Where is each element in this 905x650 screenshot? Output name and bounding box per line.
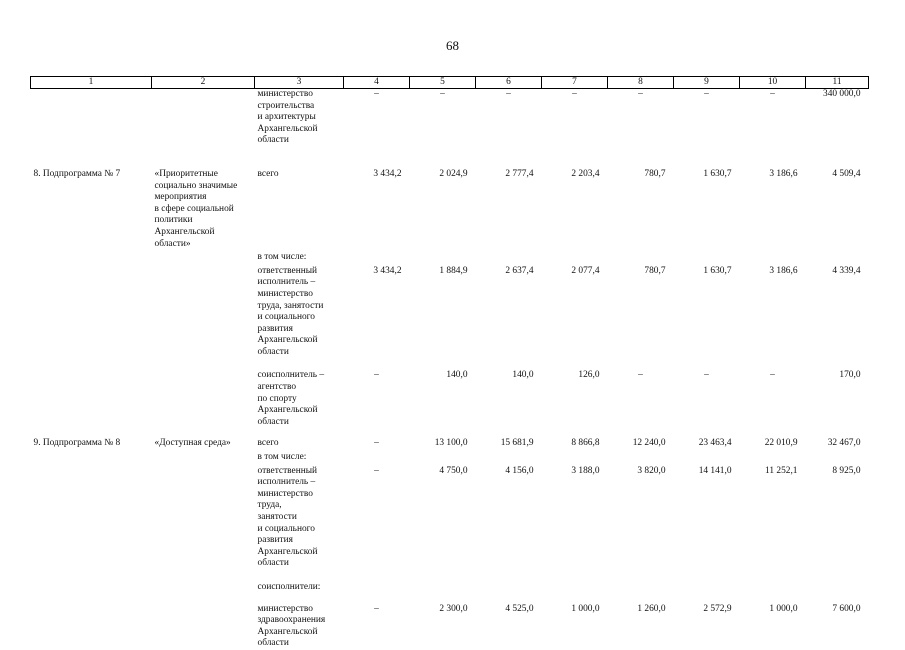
table-cell: 3 434,2 <box>373 265 402 276</box>
column-header: 4 <box>344 77 410 89</box>
table-cell <box>31 89 152 147</box>
table-cell: – <box>770 370 775 381</box>
table-cell: в том числе: <box>257 452 307 463</box>
table-cell: 1 630,7 <box>703 168 732 179</box>
table-cell <box>608 582 674 594</box>
table-cell <box>344 452 410 464</box>
table-cell <box>152 582 255 594</box>
table-cell <box>31 466 152 570</box>
table-cell <box>806 252 869 264</box>
table-cell <box>608 252 674 264</box>
table-cell: 340 000,0 <box>823 89 861 99</box>
table-cell: 1 000,0 <box>571 603 600 614</box>
table-row <box>31 604 869 650</box>
column-header: 7 <box>542 77 608 89</box>
spacer-cell <box>31 358 869 370</box>
table-cell: – <box>704 370 709 381</box>
table-cell <box>31 604 152 650</box>
column-header: 2 <box>152 77 255 89</box>
table-cell <box>806 582 869 594</box>
table-cell: 1 630,7 <box>703 265 732 276</box>
spacer-cell <box>31 570 869 582</box>
column-header: 11 <box>806 77 869 89</box>
row-spacer <box>31 570 869 582</box>
table-cell: 1 260,0 <box>637 603 666 614</box>
spacer-cell <box>31 428 869 438</box>
table-cell <box>31 252 152 264</box>
table-cell: 2 024,9 <box>439 168 468 179</box>
table-cell <box>476 252 542 264</box>
table-cell <box>674 252 740 264</box>
column-header: 10 <box>740 77 806 89</box>
table-cell: 12 240,0 <box>632 438 666 449</box>
table-cell <box>608 452 674 464</box>
spacer-cell <box>31 594 869 604</box>
table-cell: – <box>638 89 643 99</box>
table-cell <box>31 582 152 594</box>
table-cell: ответственный исполнитель – министерство труда, занятости и социального развития Архангельской области <box>257 265 324 357</box>
table-cell: 3 820,0 <box>637 465 666 476</box>
table-cell <box>344 582 410 594</box>
table-cell: министерство строительства и архитектуры Архангельской области <box>257 89 318 146</box>
table-cell <box>152 89 255 147</box>
table-cell: 2 637,4 <box>505 265 534 276</box>
table-cell: – <box>506 89 511 99</box>
table-cell: 1 884,9 <box>439 265 468 276</box>
table-cell: министерство здравоохранения Архангельской области <box>257 603 326 649</box>
table-cell: 780,7 <box>644 265 666 276</box>
table-body <box>31 89 869 650</box>
table-cell: всего <box>257 168 279 179</box>
table-cell <box>674 582 740 594</box>
page-number: 68 <box>446 38 459 53</box>
column-header: 5 <box>410 77 476 89</box>
table-cell <box>152 266 255 359</box>
table-cell <box>476 452 542 464</box>
row-spacer <box>31 428 869 438</box>
table-cell: – <box>638 370 643 381</box>
table-cell <box>740 582 806 594</box>
table-cell: «Доступная среда» <box>154 438 231 449</box>
table-row <box>31 466 869 570</box>
table-cell <box>410 452 476 464</box>
table-cell: 3 188,0 <box>571 465 600 476</box>
table-cell: 7 600,0 <box>832 603 861 614</box>
table-row <box>31 252 869 264</box>
table-cell <box>31 370 152 428</box>
column-header: 9 <box>674 77 740 89</box>
table-cell <box>344 252 410 264</box>
table-row <box>31 452 869 464</box>
table-cell: 22 010,9 <box>764 438 798 449</box>
table-cell <box>410 582 476 594</box>
table-cell: – <box>374 603 379 614</box>
table-cell: – <box>374 438 379 449</box>
table-cell: 2 300,0 <box>439 603 468 614</box>
table-cell: соисполнители: <box>257 581 321 592</box>
table-cell: 2 572,9 <box>703 603 732 614</box>
table-cell <box>542 252 608 264</box>
column-header: 3 <box>255 77 344 89</box>
table-cell: 2 777,4 <box>505 168 534 179</box>
table-cell <box>674 452 740 464</box>
table-cell: 9. Подпрограмма № 8 <box>33 438 121 449</box>
table-cell: – <box>374 89 379 99</box>
table-row <box>31 438 869 450</box>
table-cell <box>152 370 255 428</box>
row-spacer <box>31 358 869 370</box>
table-cell <box>542 582 608 594</box>
table-cell: 11 252,1 <box>765 465 798 476</box>
table-cell: ответственный исполнитель – министерство труда, занятости и социального развития Архангельской области <box>257 465 318 569</box>
table-cell: 14 141,0 <box>698 465 732 476</box>
table-cell <box>31 266 152 359</box>
table-cell: 23 463,4 <box>698 438 732 449</box>
column-number-row <box>31 77 869 89</box>
table-cell: – <box>572 89 577 99</box>
table-cell: 3 434,2 <box>373 168 402 179</box>
table-cell: – <box>440 89 445 99</box>
column-header: 8 <box>608 77 674 89</box>
table-row <box>31 582 869 594</box>
table-cell: 3 186,6 <box>769 265 798 276</box>
program-finance-table <box>30 76 869 650</box>
table-cell: 2 077,4 <box>571 265 600 276</box>
table-cell: 8 866,8 <box>571 438 600 449</box>
table-cell <box>806 452 869 464</box>
table-cell: соисполнитель – агентство по спорту Архангельской области <box>257 370 325 427</box>
column-header: 6 <box>476 77 542 89</box>
table-cell: 126,0 <box>578 370 600 381</box>
table-cell: 2 203,4 <box>571 168 600 179</box>
table-cell: в том числе: <box>257 252 307 263</box>
table-cell: 13 100,0 <box>434 438 468 449</box>
row-spacer <box>31 147 869 169</box>
table-cell: 170,0 <box>839 370 861 381</box>
table-cell <box>152 252 255 264</box>
table-cell: 780,7 <box>644 168 666 179</box>
table-cell: 140,0 <box>512 370 534 381</box>
table-cell: 4 750,0 <box>439 465 468 476</box>
table-cell: 8 925,0 <box>832 465 861 476</box>
table-cell: 8. Подпрограмма № 7 <box>33 168 121 179</box>
table-cell <box>740 452 806 464</box>
table-row <box>31 266 869 359</box>
table-cell: 4 339,4 <box>832 265 861 276</box>
table-cell: 140,0 <box>446 370 468 381</box>
table-cell <box>740 252 806 264</box>
table-cell: 15 681,9 <box>500 438 534 449</box>
table-cell: «Приоритетные социально значимые мероприятия в сфере социальной политики Архангельской области» <box>154 168 238 249</box>
table-cell <box>152 466 255 570</box>
table-cell: – <box>374 370 379 381</box>
table-cell <box>476 582 542 594</box>
column-header: 1 <box>31 77 152 89</box>
table-cell: 32 467,0 <box>827 438 861 449</box>
table-cell: – <box>770 89 775 99</box>
table-cell <box>410 252 476 264</box>
table-row <box>31 89 869 147</box>
table-cell <box>152 452 255 464</box>
table-cell: – <box>704 89 709 99</box>
table-cell: 3 186,6 <box>769 168 798 179</box>
table-cell: – <box>374 465 379 476</box>
table-cell: всего <box>257 438 279 449</box>
table-row <box>31 169 869 250</box>
table-cell <box>152 604 255 650</box>
table-cell <box>542 452 608 464</box>
table-cell <box>31 452 152 464</box>
table-cell: 4 156,0 <box>505 465 534 476</box>
table-cell: 1 000,0 <box>769 603 798 614</box>
row-spacer <box>31 594 869 604</box>
table-row <box>31 370 869 428</box>
spacer-cell <box>31 147 869 169</box>
table-cell: 4 525,0 <box>505 603 534 614</box>
table-cell: 4 509,4 <box>832 168 861 179</box>
